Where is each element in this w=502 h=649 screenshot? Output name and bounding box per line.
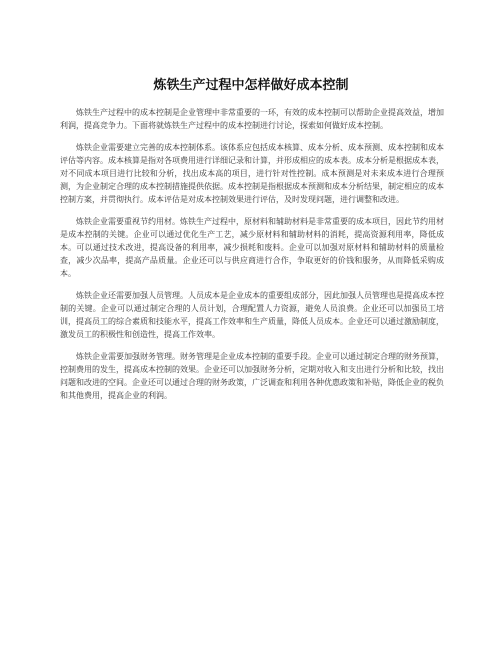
paragraph-intro: 炼铁生产过程中的成本控制是企业管理中非常重要的一环，有效的成本控制可以帮助企业提高效益，增加利润，提高竞争力。下面将就炼铁生产过程中的成本控制进行讨论，探索如何做好成本控制。 [60,108,444,130]
paragraph-financial-management: 炼铁企业需要加强财务管理。财务管理是企业成本控制的重要手段。企业可以通过制定合理的财务预算，控制费用的发生，提高成本控制的效果。企业还可以加强财务分析，定期对收入和支出进行分析和比较，找出问题和改进的空间。企业还可以通过合理的财务政策，广泛调查和利用各种优惠政策和补贴，降低企业的税负和其他费用，提高企业的利润。 [60,352,444,400]
document-title: 炼铁生产过程中怎样做好成本控制 [153,78,349,93]
document-body [60,106,444,411]
paragraph-personnel-management: 炼铁企业还需要加强人员管理。人员成本是企业成本的重要组成部分，因此加强人员管理也是提高成本控制的关键。企业可以通过制定合理的人员计划，合理配置人力资源，避免人员浪费。企业还可以加强员工培训，提高员工的综合素质和技能水平，提高工作效率和生产质量，降低人员成本。企业还可以通过激励制度，激发员工的积极性和创造性，提高工作效率。 [60,291,444,339]
paragraph-cost-system: 炼铁企业需要建立完善的成本控制体系。该体系应包括成本核算、成本分析、成本预测、成本控制和成本评估等内容。成本核算是指对各项费用进行详细记录和计算，并形成相应的成本表。成本分析是根据成本表，对不同成本项目进行比较和分析，找出成本高的项目，进行针对性控制。成本预测是对未来成本进行合理预测，为企业制定合理的成本控制措施提供依据。成本控制是指根据成本预测和成本分析结果，制定相应的成本控制方案，并贯彻执行。成本评估是对成本控制效果进行评估，及时发现问题，进行调整和改进。 [60,143,444,204]
paragraph-material-saving: 炼铁企业需要重视节约用材。炼铁生产过程中，原材料和辅助材料是非常重要的成本项目，因此节约用材是成本控制的关键。企业可以通过优化生产工艺，减少原材料和辅助材料的消耗，提高资源利用率，降低成本。可以通过技术改进，提高设备的利用率，减少损耗和废料。企业可以加强对原材料和辅助材料的质量检查，减少次品率，提高产品质量。企业还可以与供应商进行合作，争取更好的价钱和服务，从而降低采购成本。 [60,217,444,278]
